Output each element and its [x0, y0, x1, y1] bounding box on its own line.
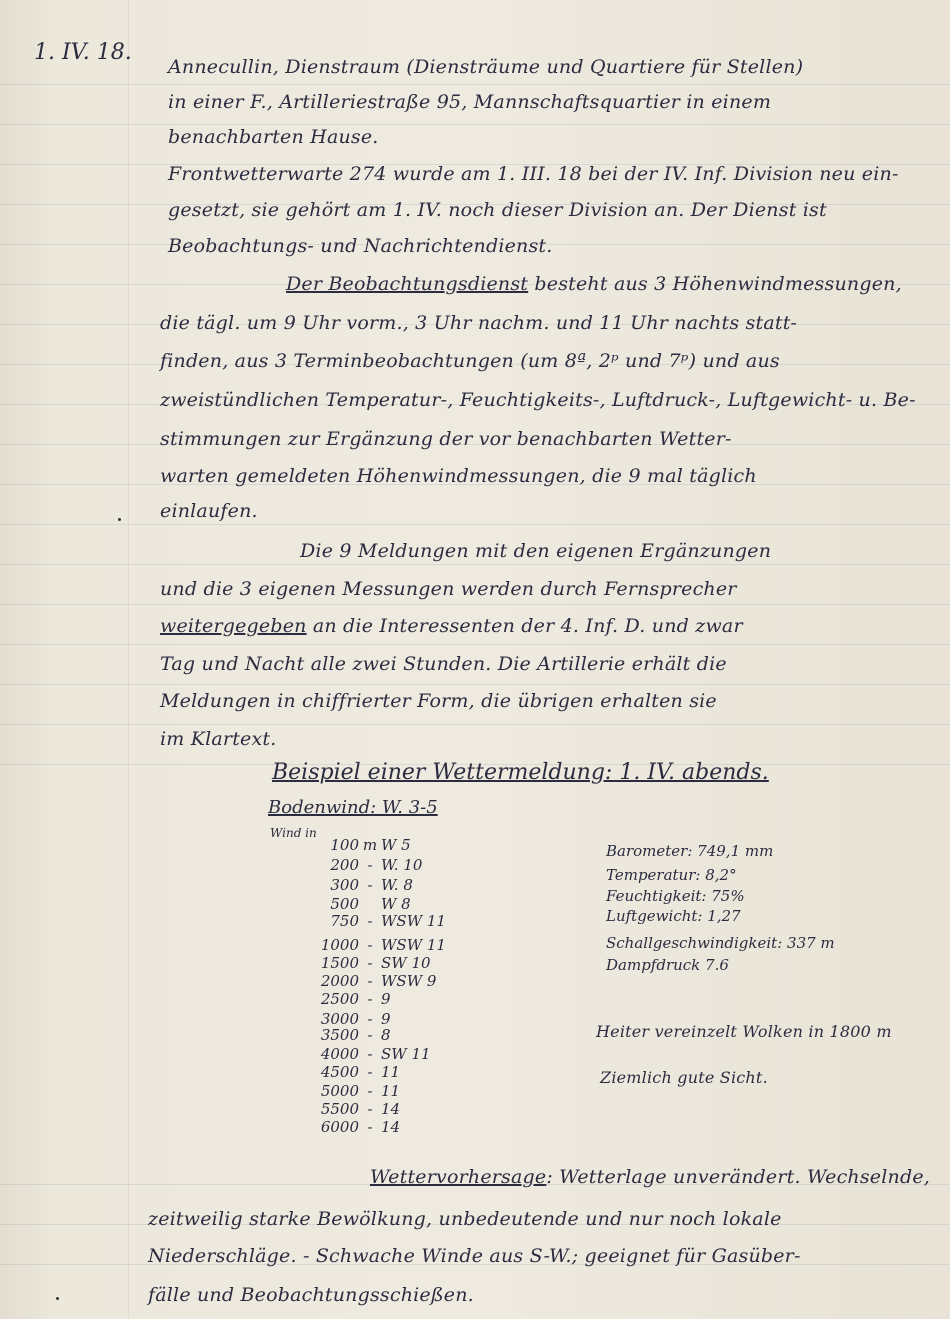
wind-altitude: 2000 [320, 972, 359, 990]
messages-line: Tag und Nacht alle zwei Stunden. Die Artillerie erhält die [160, 653, 727, 675]
wind-unit: - [367, 990, 373, 1008]
intro-line: Frontwetterwarte 274 wurde am 1. III. 18 bei der IV. Inf. Division neu ein- [168, 163, 899, 185]
forecast-line-rest: : Wetterlage unverändert. Wechselnde, [546, 1166, 930, 1188]
margin-line [128, 0, 129, 1319]
sound-speed-reading: Schallgeschwindigkeit: 337 m [606, 934, 835, 952]
wind-direction: SW 10 [381, 954, 431, 972]
visibility-note: Ziemlich gute Sicht. [600, 1068, 768, 1087]
ink-dot [56, 1297, 59, 1300]
air-weight-reading: Luftgewicht: 1,27 [606, 907, 741, 925]
wind-unit: - [367, 1045, 373, 1063]
wind-direction: WSW 9 [381, 972, 437, 990]
wind-altitude: 4500 [320, 1063, 359, 1081]
wind-altitude: 4000 [320, 1045, 359, 1063]
wind-direction: W. 8 [381, 876, 413, 894]
wind-direction: 9 [381, 990, 391, 1008]
wind-row [305, 912, 446, 930]
ground-wind: Bodenwind: W. 3-5 [268, 797, 438, 818]
wind-direction: W 8 [381, 895, 411, 913]
wind-direction: 14 [381, 1118, 401, 1136]
ruled-line [0, 564, 950, 565]
wind-row [305, 1100, 400, 1118]
observation-line: die tägl. um 9 Uhr vorm., 3 Uhr nachm. und 11 Uhr nachts statt- [160, 312, 798, 334]
messages-line-rest: an die Interessenten der 4. Inf. D. und zwar [306, 615, 743, 637]
intro-line: gesetzt, sie gehört am 1. IV. noch dieser Division an. Der Dienst ist [168, 199, 827, 221]
wind-row [305, 895, 411, 913]
wind-unit: - [367, 856, 373, 874]
wind-altitude: 3000 [320, 1010, 359, 1028]
forecast-term: Wettervorhersage [370, 1166, 547, 1188]
example-heading: Beispiel einer Wettermeldung: 1. IV. abends. [272, 760, 769, 785]
wind-altitude: 100 [330, 836, 359, 854]
wind-altitude: 2500 [320, 990, 359, 1008]
wind-altitude: 1000 [320, 936, 359, 954]
observation-line: stimmungen zur Ergänzung der vor benachbarten Wetter- [160, 428, 732, 450]
weather-note: Heiter vereinzelt Wolken in 1800 m [596, 1022, 892, 1041]
wind-direction: WSW 11 [381, 936, 446, 954]
wind-direction: 9 [381, 1010, 391, 1028]
intro-line: Annecullin, Dienstraum (Diensträume und Quartiere für Stellen) [168, 56, 804, 78]
wind-row [305, 954, 431, 972]
observation-first-line [286, 273, 902, 295]
ink-dot [118, 518, 121, 521]
intro-line: benachbarten Hause. [168, 126, 379, 148]
humidity-reading: Feuchtigkeit: 75% [606, 887, 745, 905]
wind-direction: 11 [381, 1082, 401, 1100]
wind-unit: - [367, 1082, 373, 1100]
observation-line: warten gemeldeten Höhenwindmessungen, die 9 mal täglich [160, 465, 757, 487]
wind-direction: WSW 11 [381, 912, 446, 930]
ruled-line [0, 724, 950, 725]
ruled-line [0, 644, 950, 645]
wind-unit: - [367, 954, 373, 972]
observation-line-rest: besteht aus 3 Höhenwindmessungen, [528, 273, 902, 295]
wind-row [305, 1045, 431, 1063]
wind-in-label: Wind in [270, 826, 317, 840]
wind-unit: - [367, 972, 373, 990]
forwarded-term: weitergegeben [160, 615, 307, 637]
wind-row [305, 1118, 400, 1136]
wind-row [305, 876, 413, 894]
wind-unit: - [367, 1100, 373, 1118]
wind-altitude: 500 [330, 895, 359, 913]
wind-direction: 8 [381, 1026, 391, 1044]
forecast-first-line [370, 1166, 930, 1188]
wind-altitude: 5000 [320, 1082, 359, 1100]
observation-line: zweistündlichen Temperatur-, Feuchtigkeits-, Luftdruck-, Luftgewicht- u. Be- [160, 389, 916, 411]
wind-direction: W 5 [381, 836, 411, 854]
wind-row [305, 972, 436, 990]
forecast-line: Niederschläge. - Schwache Winde aus S-W.; geeignet für Gasüber- [148, 1245, 801, 1267]
wind-row [305, 1082, 400, 1100]
wind-row [305, 1063, 400, 1081]
wind-direction: SW 11 [381, 1045, 431, 1063]
wind-unit: m [362, 836, 378, 854]
forecast-line: zeitweilig starke Bewölkung, unbedeutende und nur noch lokale [148, 1208, 782, 1230]
wind-row [305, 936, 446, 954]
wind-altitude: 3500 [320, 1026, 359, 1044]
wind-unit: - [367, 1063, 373, 1081]
wind-row [305, 990, 391, 1008]
messages-line: und die 3 eigenen Messungen werden durch Fernsprecher [160, 578, 737, 600]
wind-altitude: 5500 [320, 1100, 359, 1118]
wind-unit: - [367, 876, 373, 894]
intro-line: in einer F., Artilleriestraße 95, Mannschaftsquartier in einem [168, 91, 772, 113]
wind-unit: - [367, 1010, 373, 1028]
observation-line: einlaufen. [160, 500, 258, 522]
messages-line: Die 9 Meldungen mit den eigenen Ergänzungen [300, 540, 772, 562]
wind-unit: - [367, 936, 373, 954]
wind-direction: W. 10 [381, 856, 423, 874]
ruled-line [0, 124, 950, 125]
wind-unit: - [367, 1118, 373, 1136]
messages-line: Meldungen in chiffrierter Form, die übrigen erhalten sie [160, 690, 717, 712]
wind-direction: 11 [381, 1063, 401, 1081]
wind-unit: - [367, 1026, 373, 1044]
wind-row [305, 856, 422, 874]
intro-line: Beobachtungs- und Nachrichtendienst. [168, 235, 553, 257]
ruled-line [0, 684, 950, 685]
wind-altitude: 6000 [320, 1118, 359, 1136]
entry-date: 1. IV. 18. [34, 40, 132, 65]
observation-service-term: Der Beobachtungsdienst [286, 273, 529, 295]
wind-unit: - [367, 912, 373, 930]
vapor-pressure-reading: Dampfdruck 7.6 [606, 956, 729, 974]
ruled-line [0, 524, 950, 525]
observation-line: finden, aus 3 Terminbeobachtungen (um 8ª, 2ᵖ und 7ᵖ) und aus [160, 350, 780, 372]
wind-altitude: 200 [330, 856, 359, 874]
forecast-line: fälle und Beobachtungsschießen. [148, 1284, 474, 1306]
messages-line-3 [160, 615, 743, 637]
wind-direction: 14 [381, 1100, 401, 1118]
wind-row [305, 1026, 391, 1044]
wind-row [305, 836, 411, 854]
wind-altitude: 1500 [320, 954, 359, 972]
wind-altitude: 750 [330, 912, 359, 930]
wind-altitude: 300 [330, 876, 359, 894]
barometer-reading: Barometer: 749,1 mm [606, 842, 774, 860]
messages-line: im Klartext. [160, 728, 277, 750]
ruled-line [0, 604, 950, 605]
temperature-reading: Temperatur: 8,2° [606, 866, 737, 884]
ruled-line [0, 84, 950, 85]
